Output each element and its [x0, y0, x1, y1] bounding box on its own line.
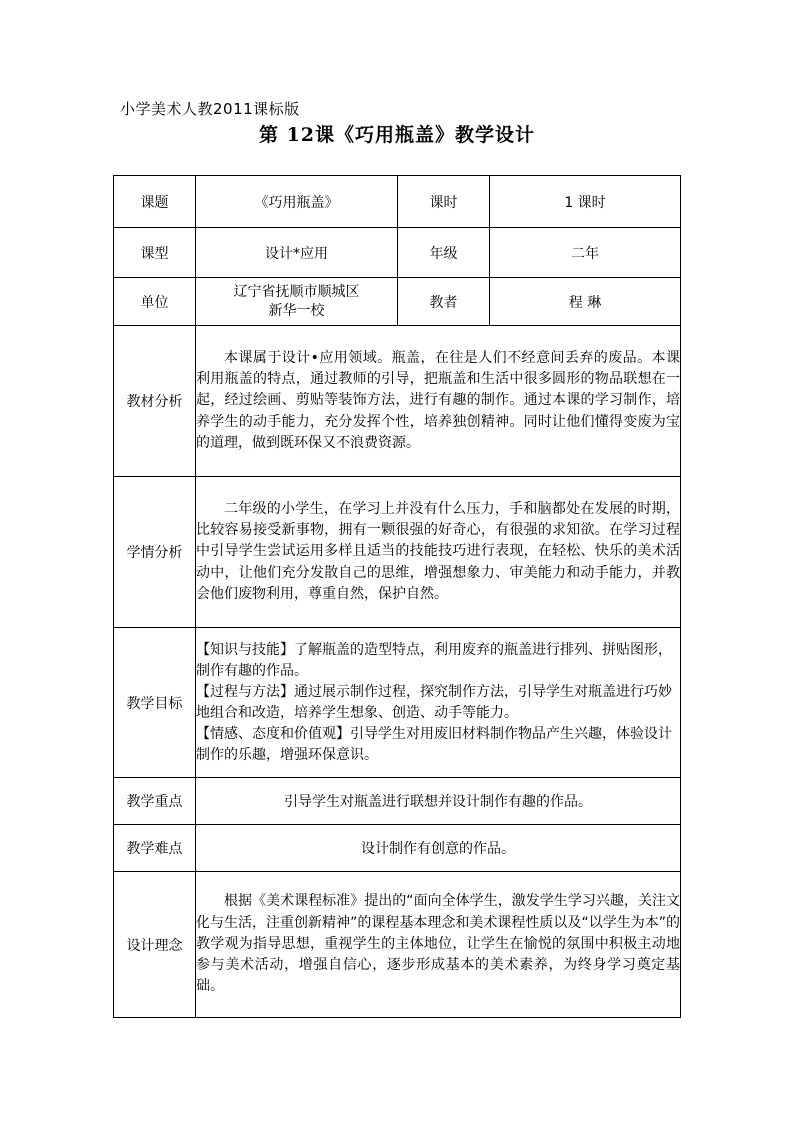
grade-label: 年级: [398, 228, 490, 278]
key-point-text: 引导学生对瓶盖进行联想并设计制作有趣的作品。: [196, 778, 681, 825]
material-analysis-cell: [196, 326, 681, 477]
unit-value: [196, 278, 398, 326]
goal-knowledge: 【知识与技能】了解瓶盖的造型特点，利用废弃的瓶盖进行排列、拼贴图形，制作有趣的作品。: [196, 641, 672, 679]
topic-label: 课题: [114, 176, 196, 228]
type-label: 课型: [114, 228, 196, 278]
philosophy-label: 设计理念: [114, 872, 196, 1018]
unit-label: 单位: [114, 278, 196, 326]
student-analysis-cell: [196, 477, 681, 628]
teaching-goals-cell: [196, 628, 681, 778]
table-row-material: [114, 326, 681, 477]
type-value: 设计*应用: [196, 228, 398, 278]
document-title: 第 12课《巧用瓶盖》教学设计: [258, 124, 536, 146]
material-analysis-text: 本课属于设计•应用领域。瓶盖，在往是人们不经意间丢弃的废品。本课利用瓶盖的特点，通过教师的引导，把瓶盖和生活中很多圆形的物品联想在一起，经过绘画、剪贴等装饰方法，进行有趣的制作。通过本课的学习制作，培养学生的动手能力，充分发挥个性，培养独创精神。同时让他们懂得变废为宝的道理，做到既环保又不浪费资源。: [196, 349, 680, 451]
students-label: 学情分析: [114, 477, 196, 628]
goal-emotion: 【情感、态度和价值观】引导学生对用废旧材料制作物品产生兴趣，体验设计制作的乐趣，增强环保意识。: [196, 725, 672, 763]
unit-value-line1: 辽宁省抚顺市顺城区: [233, 283, 360, 300]
difficulty-label: 教学难点: [114, 825, 196, 872]
table-row-philosophy: [114, 872, 681, 1018]
table-row-unit: [114, 278, 681, 326]
design-philosophy-cell: [196, 872, 681, 1018]
design-philosophy-text: 根据《美术课程标准》提出的“面向全体学生，激发学生学习兴趣，关注文化与生活，注重创新精神”的课程基本理念和美术课程性质以及“以学生为本”的教学观为指导思想，重视学生的主体地位，让学生在愉悦的氛围中积极主动地参与美术活动，增强自信心，逐步形成基本的美术素养，为终身学习奠定基础。: [196, 893, 680, 995]
teacher-value: 程 琳: [490, 278, 681, 326]
table-row-key-point: [114, 778, 681, 825]
material-label: 教材分析: [114, 326, 196, 477]
topic-value: 《巧用瓶盖》: [196, 176, 398, 228]
table-row-goals: [114, 628, 681, 778]
key-point-label: 教学重点: [114, 778, 196, 825]
table-row-students: [114, 477, 681, 628]
grade-value: 二年: [490, 228, 681, 278]
teacher-label: 教者: [398, 278, 490, 326]
lesson-plan-table: [113, 175, 681, 1018]
edition-label: 小学美术人教2011课标版: [120, 100, 300, 118]
table-row-difficulty: [114, 825, 681, 872]
period-value: 1 课时: [490, 176, 681, 228]
table-row-type: [114, 228, 681, 278]
student-analysis-text: 二年级的小学生，在学习上并没有什么压力，手和脑都处在发展的时期，比较容易接受新事物，拥有一颗很强的好奇心，有很强的求知欲。在学习过程中引导学生尝试运用多样且适当的技能技巧进行表现，在轻松、快乐的美术活动中，让他们充分发散自己的思维，增强想象力、审美能力和动手能力，并教会他们废物利用，尊重自然，保护自然。: [196, 500, 680, 602]
difficulty-text: 设计制作有创意的作品。: [196, 825, 681, 872]
goals-label: 教学目标: [114, 628, 196, 778]
unit-value-line2: 新华一校: [268, 302, 325, 319]
goal-process: 【过程与方法】通过展示制作过程，探究制作方法，引导学生对瓶盖进行巧妙地组合和改造，培养学生想象、创造、动手等能力。: [196, 683, 672, 721]
period-label: 课时: [398, 176, 490, 228]
table-row-topic: [114, 176, 681, 228]
